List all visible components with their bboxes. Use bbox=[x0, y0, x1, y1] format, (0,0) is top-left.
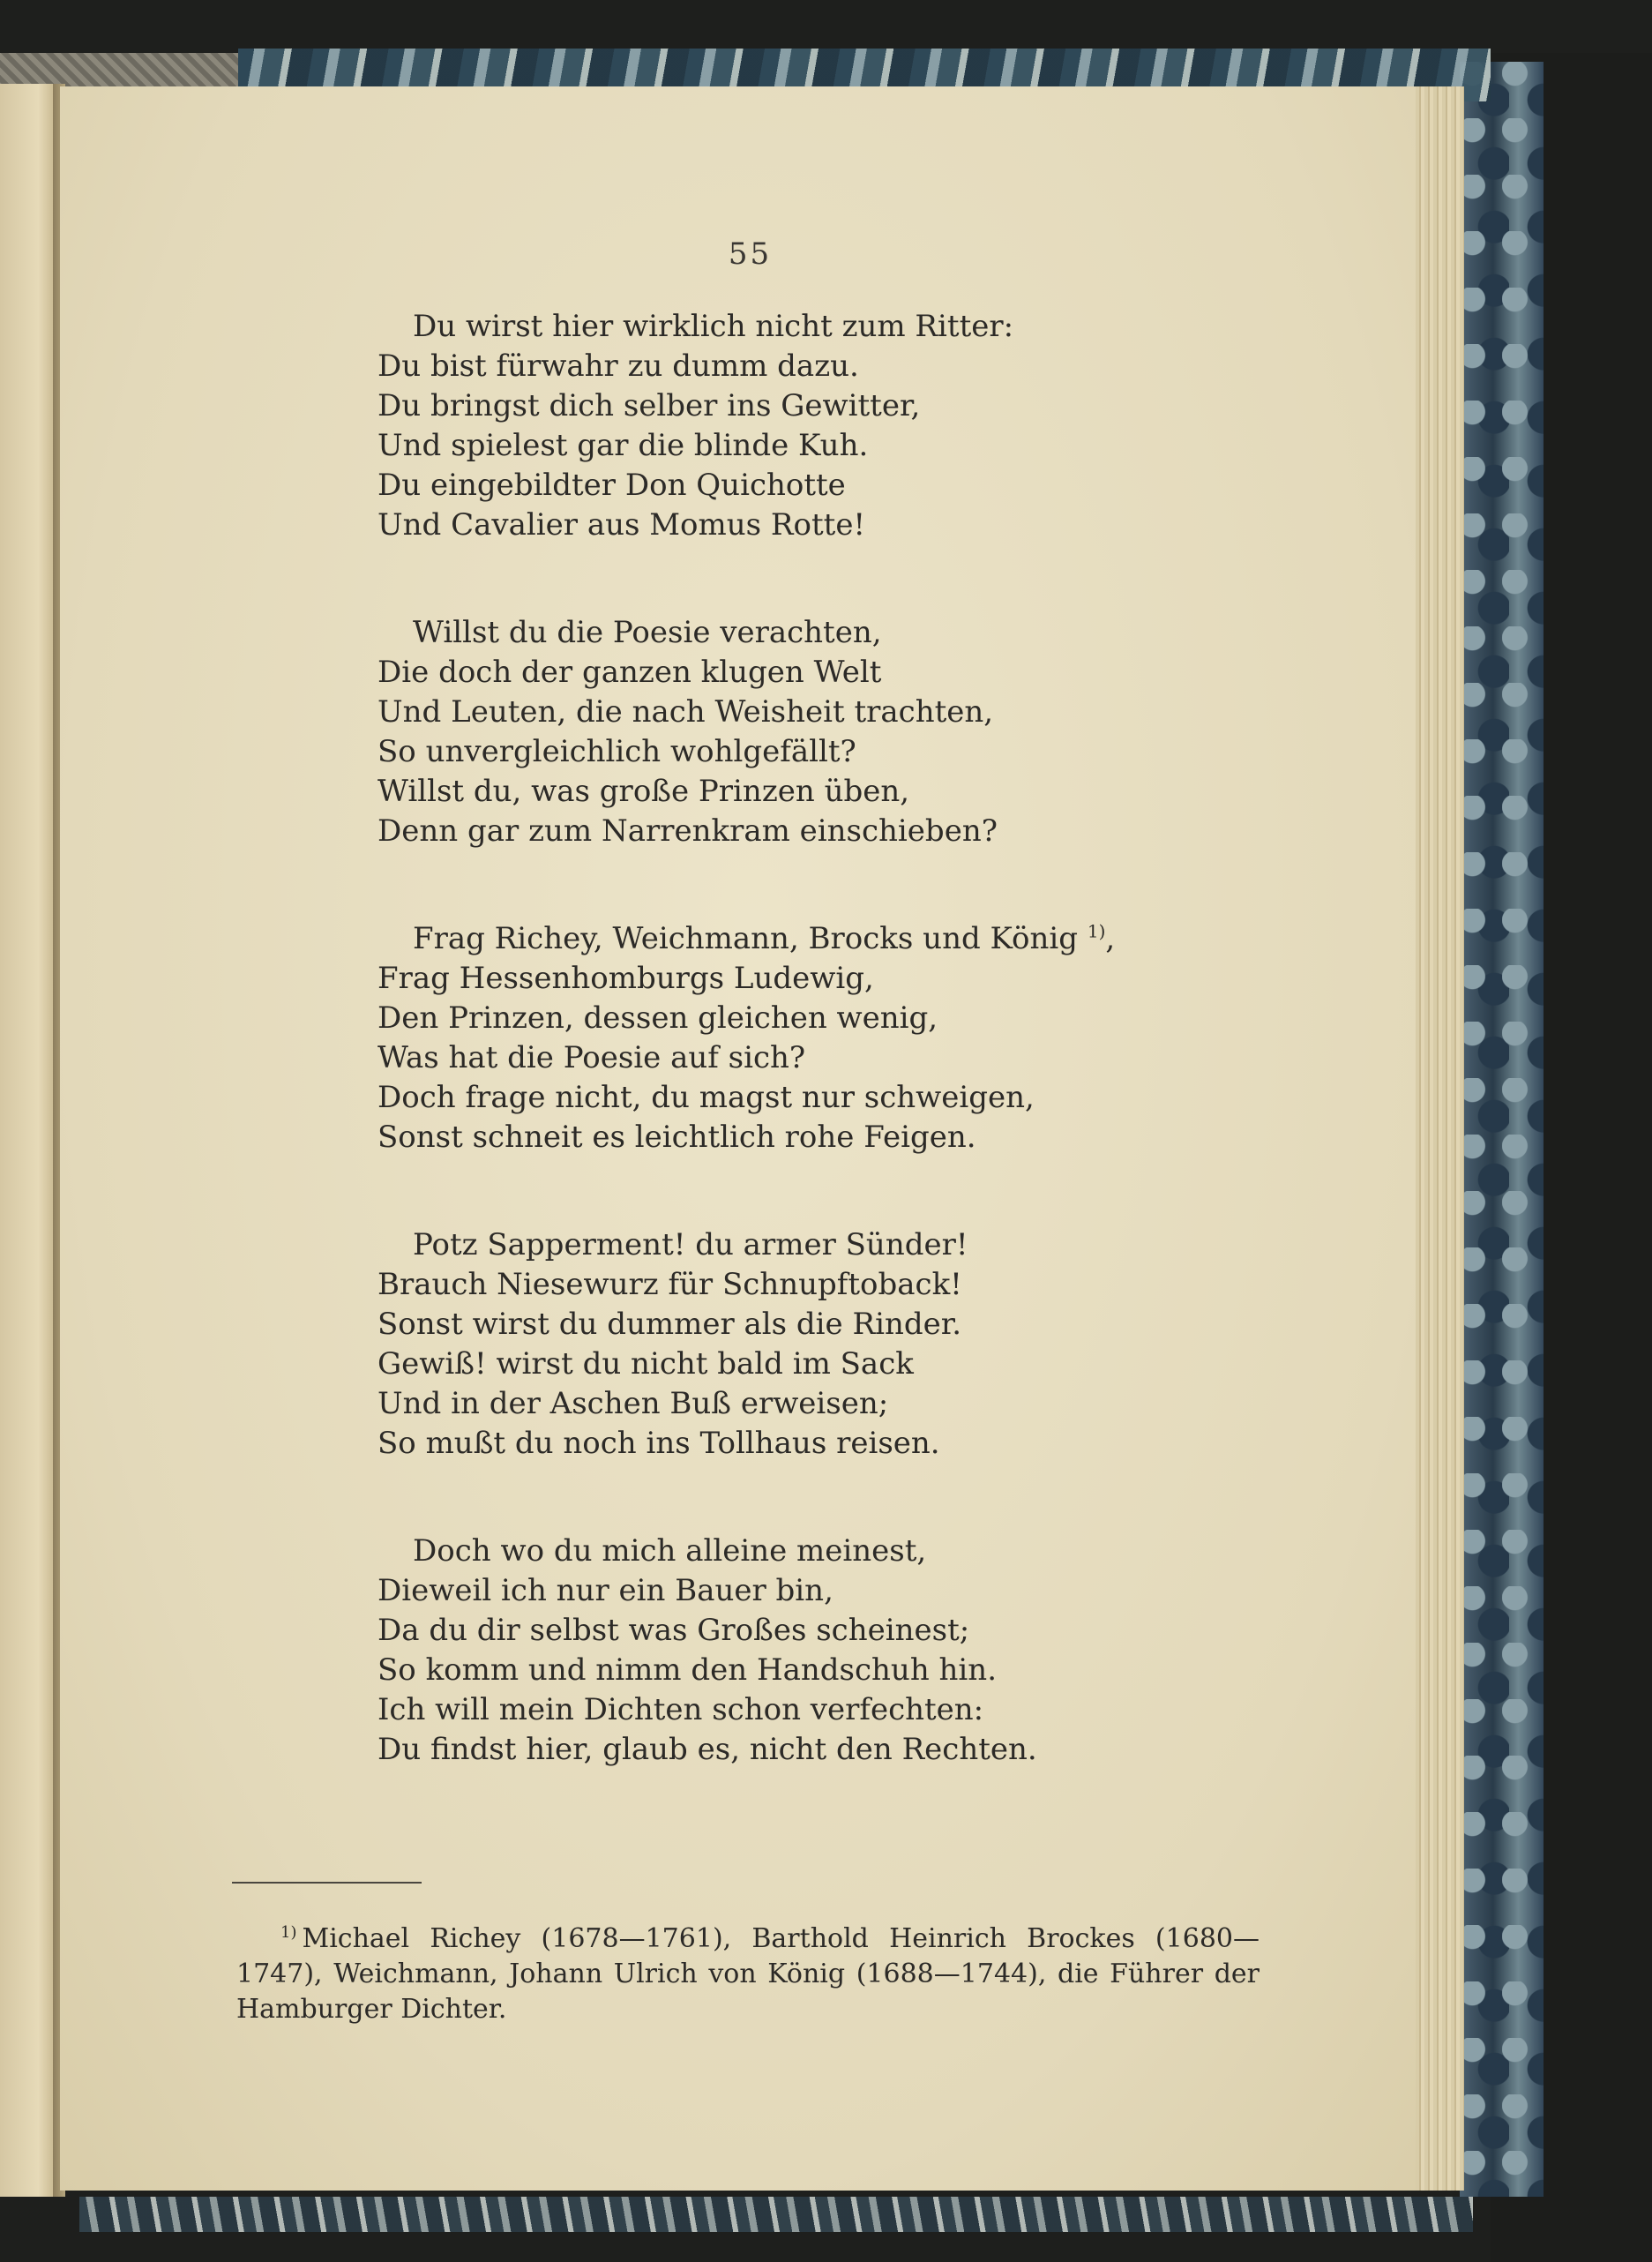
verse-line: Denn gar zum Narrenkram einschieben? bbox=[377, 813, 998, 849]
marbled-cover-bottom bbox=[79, 2197, 1473, 2232]
verse-line: Willst du die Poesie verachten, bbox=[413, 615, 882, 650]
poem bbox=[377, 307, 1171, 1838]
verse-line: Den Prinzen, dessen gleichen wenig, bbox=[377, 1000, 938, 1036]
verse-line: Sonst wirst du dummer als die Rinder. bbox=[377, 1307, 962, 1342]
verse-line: Frag Richey, Weichmann, Brocks und König $^{1)}$, bbox=[413, 920, 1116, 956]
stanza bbox=[377, 307, 1171, 545]
verse-line: Willst du, was große Prinzen üben, bbox=[377, 774, 910, 809]
verse-line: Potz Sapperment! du armer Sünder! bbox=[413, 1227, 968, 1262]
footnote-reference: 1) bbox=[1087, 920, 1106, 942]
verse-line: Ich will mein Dichten schon verfechten: bbox=[377, 1692, 984, 1727]
previous-page-edge bbox=[0, 84, 55, 2197]
verse-line: Doch frage nicht, du magst nur schweigen, bbox=[377, 1080, 1035, 1115]
book-page bbox=[60, 86, 1440, 2191]
verse-line: Brauch Niesewurz für Schnupftoback! bbox=[377, 1267, 962, 1302]
verse-line: So komm und nimm den Handschuh hin. bbox=[377, 1652, 997, 1688]
verse-line: So unvergleichlich wohlgefällt? bbox=[377, 734, 856, 769]
verse-line: Da du dir selbst was Großes scheinest; bbox=[377, 1613, 970, 1648]
verse-line: Sonst schneit es leichtlich rohe Feigen. bbox=[377, 1120, 976, 1155]
verse-line: Gewiß! wirst du nicht bald im Sack bbox=[377, 1346, 914, 1382]
page-number: 55 bbox=[728, 236, 773, 272]
verse-line: Die doch der ganzen klugen Welt bbox=[377, 655, 882, 690]
verse-line: Und in der Aschen Buß erweisen; bbox=[377, 1386, 889, 1421]
stanza bbox=[377, 919, 1171, 1157]
verse-line: Du eingebildter Don Quichotte bbox=[377, 468, 846, 503]
footnote bbox=[236, 1921, 1260, 2027]
verse-line: Und Cavalier aus Momus Rotte! bbox=[377, 507, 866, 543]
verse-line: Doch wo du mich alleine meinest, bbox=[413, 1533, 927, 1569]
footnote-marker: 1) bbox=[280, 1923, 297, 1942]
verse-line: Und Leuten, die nach Weisheit trachten, bbox=[377, 694, 994, 730]
verse-line: Du wirst hier wirklich nicht zum Ritter: bbox=[413, 309, 1014, 344]
verse-line: Du bist fürwahr zu dumm dazu. bbox=[377, 348, 859, 384]
verse-line-text: Frag Richey, Weichmann, Brocks und König bbox=[413, 921, 1079, 956]
footnote-divider bbox=[232, 1882, 422, 1884]
footnote-text: Michael Richey (1678—1761), Barthold Heinrich Brockes (1680—1747), Weichmann, Johann Ulrich von König (1688—1744), die Führer der Hamburger Dichter. bbox=[236, 1923, 1260, 2025]
page-stack-edge bbox=[1416, 86, 1464, 2191]
verse-line: Frag Hessenhomburgs Ludewig, bbox=[377, 961, 874, 996]
verse-line: Dieweil ich nur ein Bauer bin, bbox=[377, 1573, 833, 1608]
stanza bbox=[377, 1532, 1171, 1770]
verse-line: Du bringst dich selber ins Gewitter, bbox=[377, 388, 921, 423]
verse-line: So mußt du noch ins Tollhaus reisen. bbox=[377, 1426, 940, 1461]
marbled-cover-right bbox=[1460, 62, 1544, 2197]
stanza bbox=[377, 613, 1171, 851]
stanza bbox=[377, 1225, 1171, 1464]
verse-line: Du findst hier, glaub es, nicht den Rechten. bbox=[377, 1732, 1037, 1767]
verse-line: Was hat die Poesie auf sich? bbox=[377, 1040, 806, 1075]
verse-line: Und spielest gar die blinde Kuh. bbox=[377, 428, 869, 463]
